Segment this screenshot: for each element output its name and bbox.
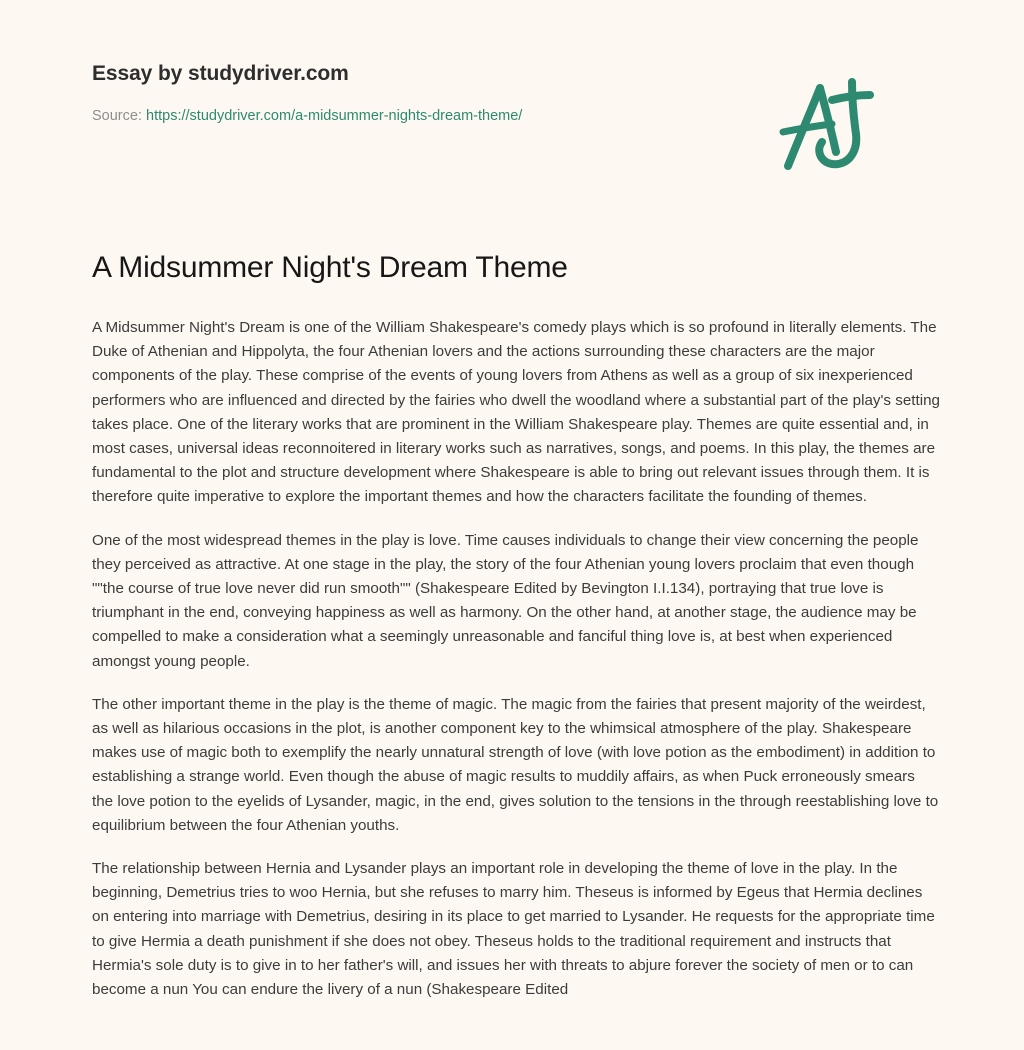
a-plus-logo-icon (774, 74, 886, 178)
source-url-link[interactable]: https://studydriver.com/a-midsummer-nights-dream-theme/ (146, 108, 523, 124)
page-title: A Midsummer Night's Dream Theme (92, 251, 568, 284)
source-line (92, 106, 522, 126)
studydriver-logo (774, 74, 886, 178)
brand-title: Essay by studydriver.com (92, 62, 349, 85)
page-header (92, 60, 952, 190)
source-label: Source: (92, 108, 142, 124)
article-body (92, 316, 940, 1002)
article-paragraph: One of the most widespread themes in the play is love. Time causes individuals to change their view concerning the people they perceived as attractive. At one stage in the play, the story of the four Athenian young lovers proclaim that even though ""the course of true love never did run smooth"" (Shakespeare Edited by Bevington I.I.134), portraying that true love is triumphant in the end, conveying happiness as well as harmony. On the other hand, at another stage, the audience may be compelled to make a consideration what a seemingly unreasonable and fanciful thing love is, at best when experienced amongst young people. (92, 531, 919, 670)
article-paragraph: The relationship between Hernia and Lysander plays an important role in developing the theme of love in the play. In the beginning, Demetrius tries to woo Hernia, but she refuses to marry him. Theseus is informed by Egeus that Hermia declines on entering into marriage with Demetrius, desiring in its place to get married to Lysander. He requests for the appropriate time to give Hermia a death punishment if she does not obey. Theseus holds to the traditional requirement and instructs that Hermia's sole duty is to give in to her father's will, and issues her with threats to abjure forever the society of men or to can become a nun You can endure the livery of a nun (Shakespeare Edited (92, 860, 935, 999)
brand-block (92, 60, 522, 126)
article (92, 248, 940, 1002)
article-paragraph: The other important theme in the play is the theme of magic. The magic from the fairies that present majority of the weirdest, as well as hilarious occasions in the plot, is another component key to the whimsical atmosphere of the play. Shakespeare makes use of magic both to exemplify the nearly unnatural strength of love (with love potion as the embodiment) in addition to establishing a strange world. Even though the abuse of magic results to muddily affairs, as when Puck erroneously smears the love potion to the eyelids of Lysander, magic, in the end, gives solution to the tensions in the through reestablishing love to equilibrium between the four Athenian youths. (92, 695, 939, 834)
article-paragraph: A Midsummer Night's Dream is one of the William Shakespeare's comedy plays which is so profound in literally elements. The Duke of Athenian and Hippolyta, the four Athenian lovers and the actions surrounding these characters are the major components of the play. These comprise of the events of young lovers from Athens as well as a group of six inexperienced performers who are influenced and directed by the fairies who dwell the woodland where a substantial part of the play's setting takes place. One of the literary works that are prominent in the William Shakespeare play. Themes are quite essential and, in most cases, universal ideas reconnoitered in literary works such as narratives, songs, and poems. In this play, the themes are fundamental to the plot and structure development where Shakespeare is able to bring out relevant issues through them. It is therefore quite imperative to explore the important themes and how the characters facilitate the founding of themes. (92, 319, 940, 506)
